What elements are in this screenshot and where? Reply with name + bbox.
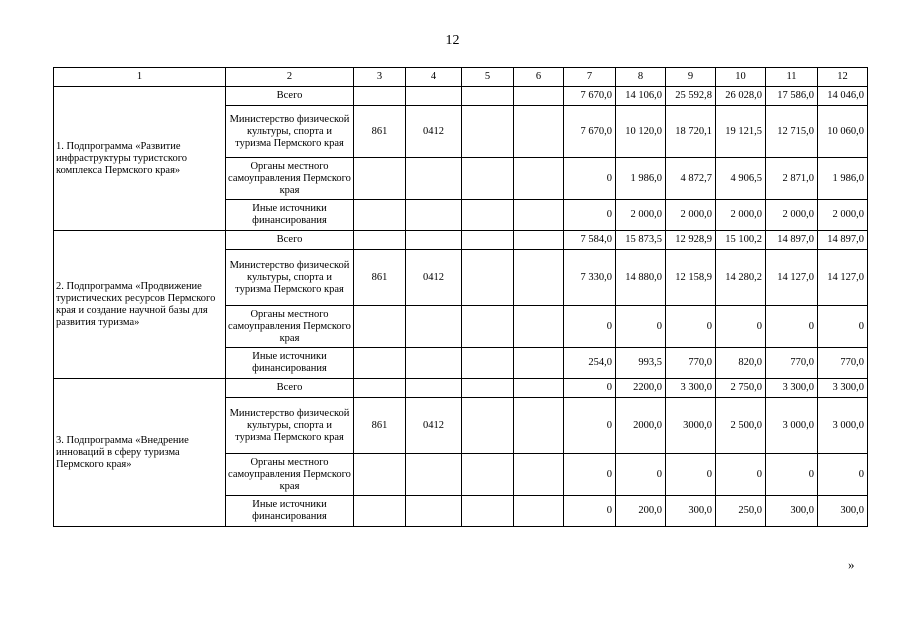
expense-type-cell [514,379,564,398]
header-cell: 12 [818,68,868,87]
table-row [54,87,868,106]
amount-cell: 12 928,9 [666,231,716,250]
amount-cell: 0 [564,200,616,231]
admin-code-cell [354,306,406,348]
funding-source: Иные источники финансирования [226,348,354,379]
closing-quote: » [848,557,855,572]
amount-cell: 770,0 [818,348,868,379]
section-code-cell [406,200,462,231]
expense-type-cell [514,348,564,379]
amount-cell: 300,0 [818,496,868,527]
amount-cell: 19 121,5 [716,106,766,158]
amount-cell: 300,0 [766,496,818,527]
admin-code-cell [354,158,406,200]
admin-code-cell [354,379,406,398]
section-code-cell [406,158,462,200]
section-code-cell: 0412 [406,106,462,158]
admin-code-cell: 861 [354,398,406,454]
target-code-cell [462,250,514,306]
section-code-cell [406,87,462,106]
section-code-cell [406,496,462,527]
expense-type-cell [514,158,564,200]
header-cell: 2 [226,68,354,87]
amount-cell: 2 000,0 [818,200,868,231]
amount-cell: 2 000,0 [666,200,716,231]
expense-type-cell [514,496,564,527]
amount-cell: 14 897,0 [766,231,818,250]
expense-type-cell [514,200,564,231]
target-code-cell [462,87,514,106]
header-cell: 5 [462,68,514,87]
amount-cell: 3000,0 [666,398,716,454]
admin-code-cell [354,87,406,106]
header-row [54,68,868,87]
amount-cell: 15 873,5 [616,231,666,250]
amount-cell: 0 [564,306,616,348]
amount-cell: 250,0 [716,496,766,527]
header-cell: 4 [406,68,462,87]
funding-source: Министерство физической культуры, спорта и туризма Пермского края [226,398,354,454]
header-cell: 6 [514,68,564,87]
expense-type-cell [514,306,564,348]
amount-cell: 12 158,9 [666,250,716,306]
amount-cell: 26 028,0 [716,87,766,106]
amount-cell: 2 750,0 [716,379,766,398]
header-cell: 10 [716,68,766,87]
section-code-cell [406,454,462,496]
amount-cell: 0 [616,454,666,496]
expense-type-cell [514,250,564,306]
funding-source: Всего [226,231,354,250]
target-code-cell [462,454,514,496]
target-code-cell [462,231,514,250]
funding-source: Министерство физической культуры, спорта и туризма Пермского края [226,106,354,158]
amount-cell: 7 330,0 [564,250,616,306]
amount-cell: 3 300,0 [766,379,818,398]
amount-cell: 770,0 [666,348,716,379]
amount-cell: 0 [766,454,818,496]
funding-source: Министерство физической культуры, спорта и туризма Пермского края [226,250,354,306]
expense-type-cell [514,398,564,454]
amount-cell: 4 872,7 [666,158,716,200]
amount-cell: 0 [716,306,766,348]
amount-cell: 2 871,0 [766,158,818,200]
amount-cell: 0 [564,158,616,200]
amount-cell: 15 100,2 [716,231,766,250]
amount-cell: 17 586,0 [766,87,818,106]
funding-source: Всего [226,87,354,106]
amount-cell: 4 906,5 [716,158,766,200]
section-code-cell: 0412 [406,398,462,454]
admin-code-cell [354,231,406,250]
program-name: 3. Подпрограмма «Внедрение инноваций в сферу туризма Пермского края» [54,379,226,527]
amount-cell: 7 670,0 [564,106,616,158]
amount-cell: 2 000,0 [766,200,818,231]
section-code-cell [406,231,462,250]
amount-cell: 300,0 [666,496,716,527]
amount-cell: 14 127,0 [766,250,818,306]
funding-source: Органы местного самоуправления Пермского края [226,454,354,496]
table-row [54,231,868,250]
amount-cell: 25 592,8 [666,87,716,106]
header-cell: 8 [616,68,666,87]
section-code-cell: 0412 [406,250,462,306]
amount-cell: 14 046,0 [818,87,868,106]
amount-cell: 820,0 [716,348,766,379]
amount-cell: 0 [564,454,616,496]
amount-cell: 18 720,1 [666,106,716,158]
target-code-cell [462,348,514,379]
header-cell: 11 [766,68,818,87]
amount-cell: 10 120,0 [616,106,666,158]
amount-cell: 2000,0 [616,398,666,454]
funding-source: Органы местного самоуправления Пермского края [226,158,354,200]
target-code-cell [462,158,514,200]
amount-cell: 200,0 [616,496,666,527]
target-code-cell [462,106,514,158]
header-cell: 1 [54,68,226,87]
program-name: 1. Подпрограмма «Развитие инфраструктуры туристского комплекса Пермского края» [54,87,226,231]
amount-cell: 0 [666,306,716,348]
target-code-cell [462,200,514,231]
amount-cell: 14 897,0 [818,231,868,250]
admin-code-cell: 861 [354,106,406,158]
target-code-cell [462,379,514,398]
amount-cell: 2 000,0 [716,200,766,231]
amount-cell: 0 [766,306,818,348]
amount-cell: 1 986,0 [616,158,666,200]
amount-cell: 770,0 [766,348,818,379]
amount-cell: 2 000,0 [616,200,666,231]
amount-cell: 0 [564,379,616,398]
amount-cell: 12 715,0 [766,106,818,158]
amount-cell: 7 584,0 [564,231,616,250]
amount-cell: 7 670,0 [564,87,616,106]
amount-cell: 0 [818,306,868,348]
funding-source: Органы местного самоуправления Пермского края [226,306,354,348]
amount-cell: 2200,0 [616,379,666,398]
expense-type-cell [514,106,564,158]
expense-type-cell [514,454,564,496]
expense-type-cell [514,87,564,106]
header-cell: 3 [354,68,406,87]
amount-cell: 3 000,0 [766,398,818,454]
funding-table [53,67,868,527]
table-row [54,379,868,398]
amount-cell: 10 060,0 [818,106,868,158]
admin-code-cell [354,200,406,231]
header-cell: 7 [564,68,616,87]
target-code-cell [462,496,514,527]
admin-code-cell [354,496,406,527]
admin-code-cell [354,454,406,496]
amount-cell: 254,0 [564,348,616,379]
admin-code-cell [354,348,406,379]
amount-cell: 0 [564,398,616,454]
page-number: 12 [445,33,460,48]
header-cell: 9 [666,68,716,87]
amount-cell: 0 [616,306,666,348]
section-code-cell [406,379,462,398]
amount-cell: 14 880,0 [616,250,666,306]
amount-cell: 3 300,0 [666,379,716,398]
target-code-cell [462,306,514,348]
amount-cell: 0 [716,454,766,496]
amount-cell: 993,5 [616,348,666,379]
amount-cell: 3 000,0 [818,398,868,454]
amount-cell: 14 106,0 [616,87,666,106]
target-code-cell [462,398,514,454]
amount-cell: 1 986,0 [818,158,868,200]
amount-cell: 14 280,2 [716,250,766,306]
funding-source: Иные источники финансирования [226,200,354,231]
funding-source: Всего [226,379,354,398]
amount-cell: 14 127,0 [818,250,868,306]
expense-type-cell [514,231,564,250]
section-code-cell [406,348,462,379]
program-name: 2. Подпрограмма «Продвижение туристических ресурсов Пермского края и создание научной базы для развития туризма» [54,231,226,379]
amount-cell: 2 500,0 [716,398,766,454]
section-code-cell [406,306,462,348]
amount-cell: 0 [564,496,616,527]
amount-cell: 0 [818,454,868,496]
admin-code-cell: 861 [354,250,406,306]
amount-cell: 0 [666,454,716,496]
amount-cell: 3 300,0 [818,379,868,398]
funding-source: Иные источники финансирования [226,496,354,527]
